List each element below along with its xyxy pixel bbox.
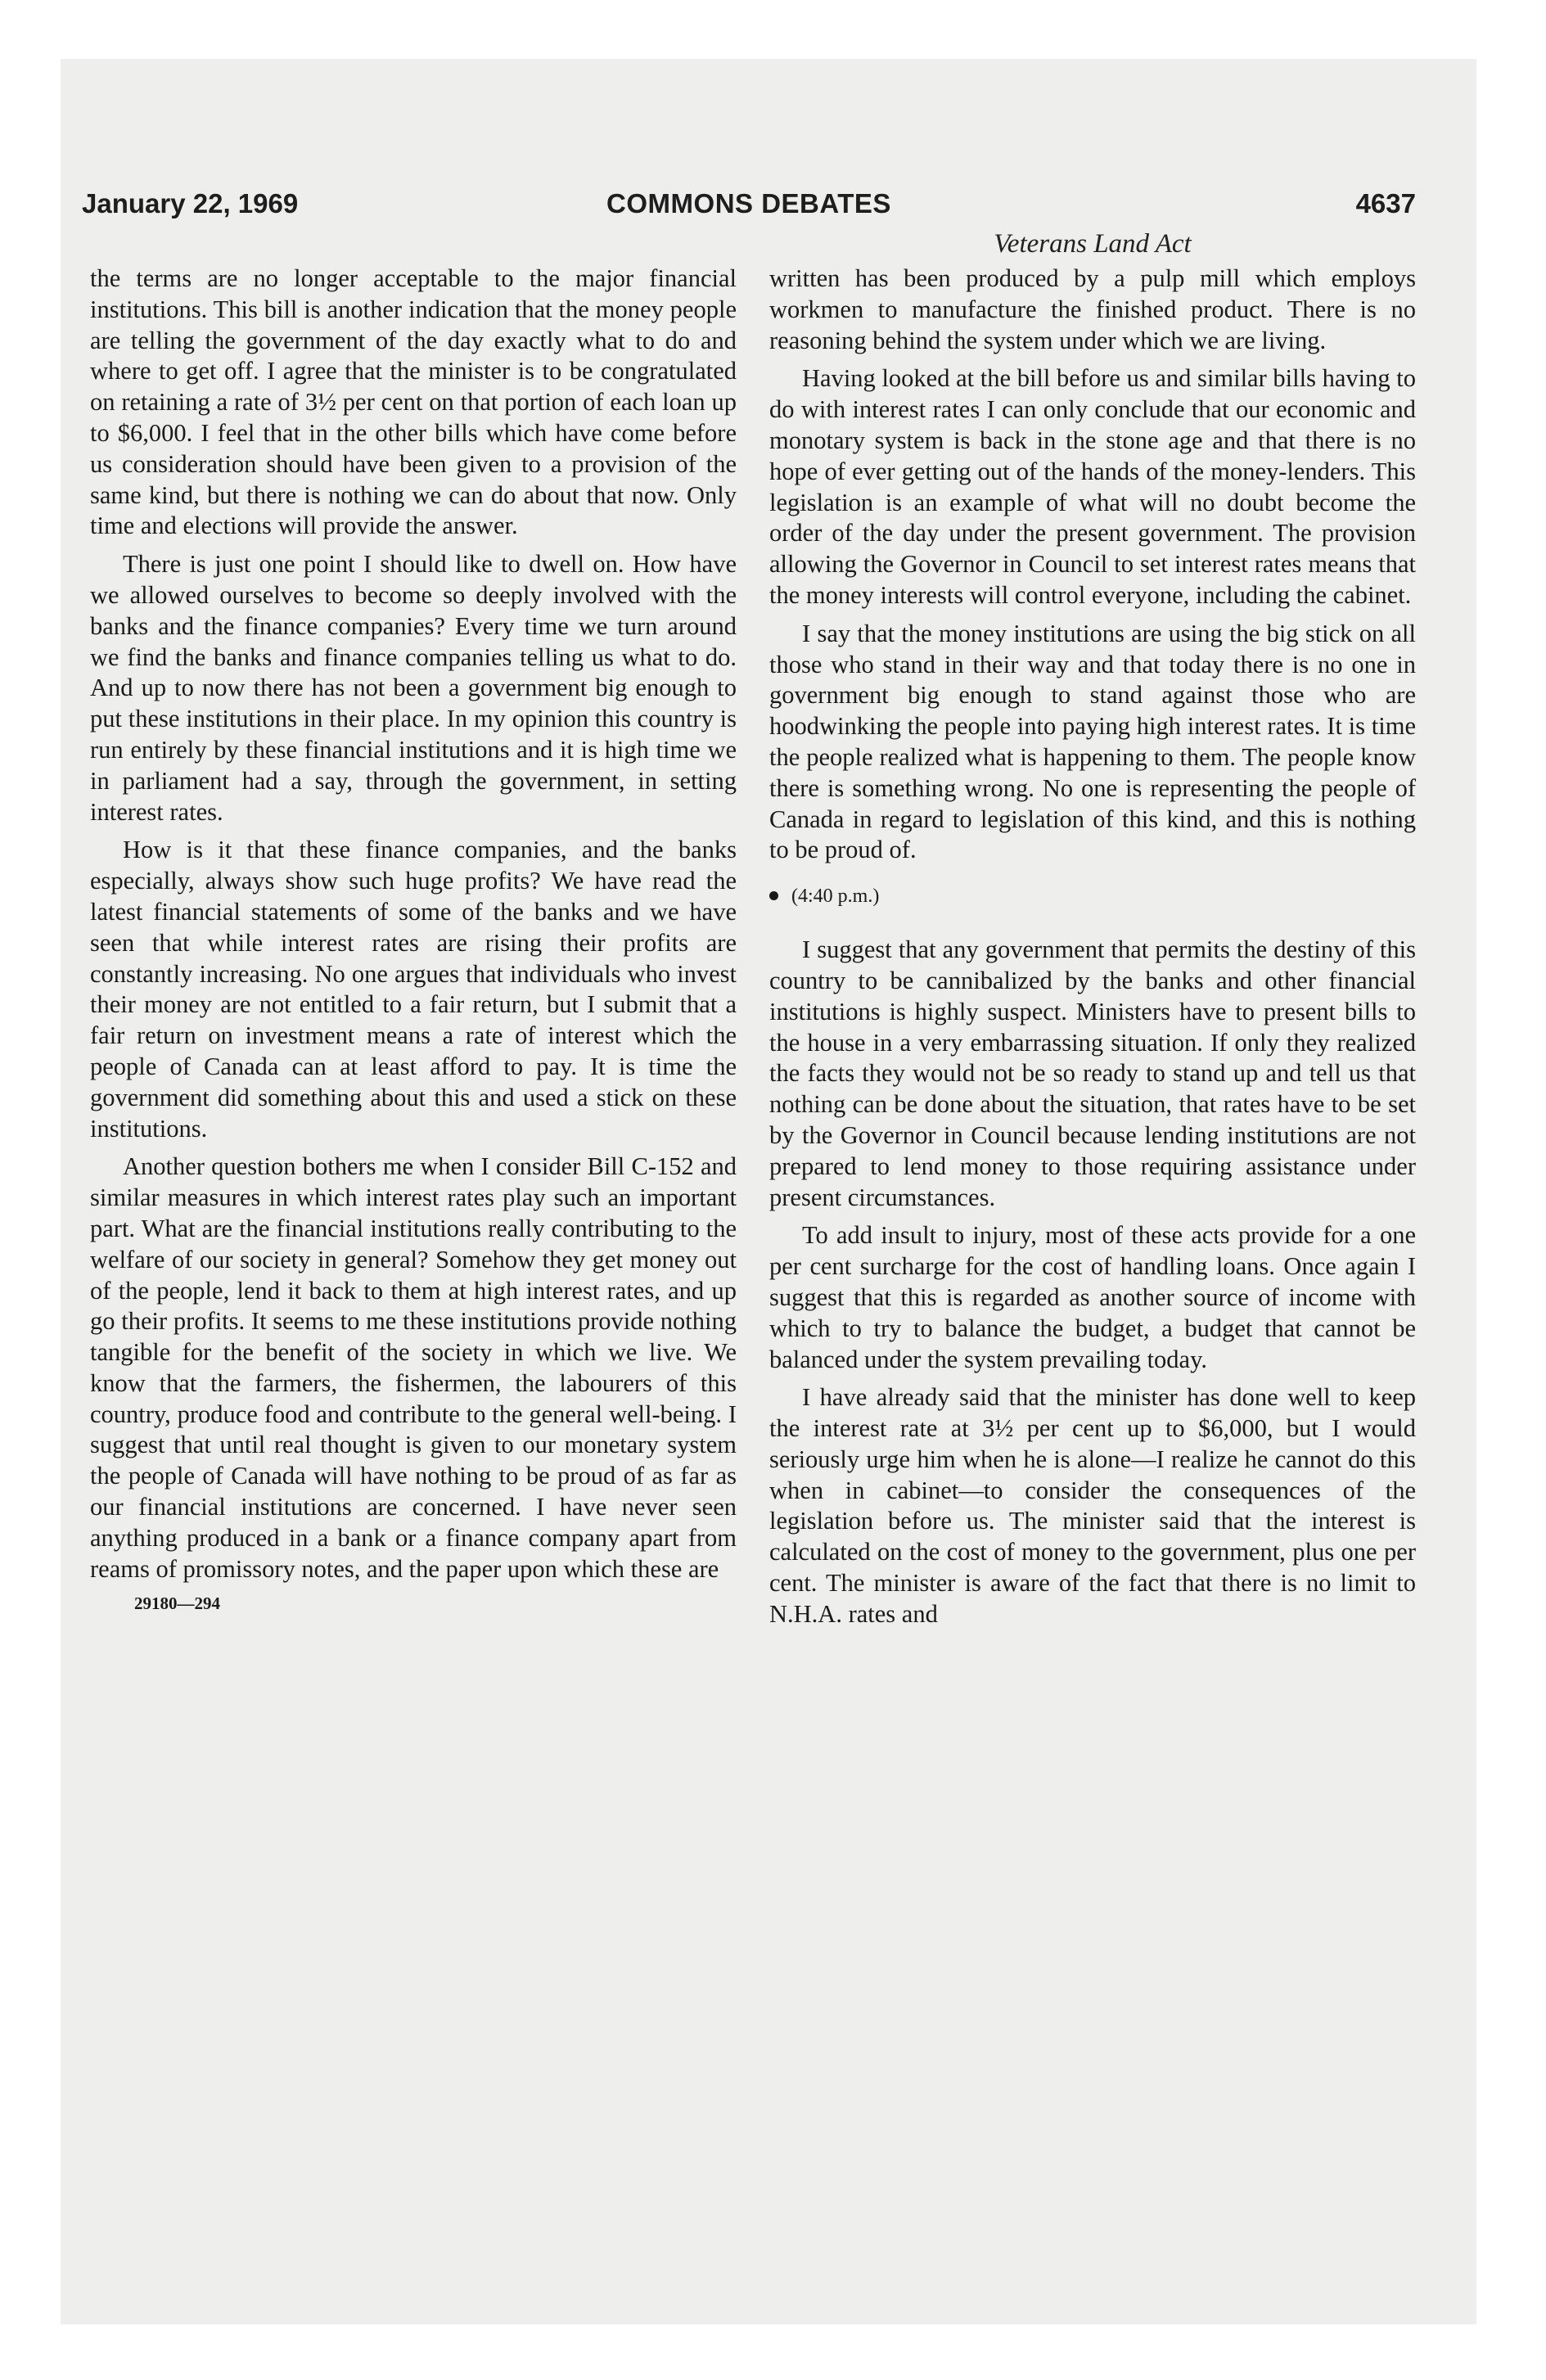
paragraph: I suggest that any government that permits the destiny of this country to be cannibalized by the banks and other financial institutions is highly suspect. Ministers have to present bills to the house in a very embarrassing situation. If only they realized the facts they would not be so ready to stand up and tell us that nothing can be done about the situation, that rates have to be set by the Governor in Council because lending institutions are not prepared to lend money to those requiring assistance under present circumstances. bbox=[769, 935, 1416, 1211]
header-journal-title: COMMONS DEBATES bbox=[606, 188, 891, 219]
paragraph: I say that the money institutions are using the big stick on all those who stand in their way and that today there is no one in government big enough to stand against those who are hoodwinking the people into paying high interest rates. It is time the people realized what is happening to them. The people know there is something wrong. No one is representing the people of Canada in regard to legislation of this kind, and this is nothing to be proud of. bbox=[769, 619, 1416, 864]
paragraph: written has been produced by a pulp mill which employs workmen to manufacture the finished product. There is no reasoning behind the system under which we are living. bbox=[769, 264, 1416, 354]
timestamp-text: (4:40 p.m.) bbox=[791, 886, 880, 908]
bullet-icon bbox=[769, 891, 778, 900]
running-header bbox=[82, 188, 1416, 224]
paragraph: Having looked at the bill before us and similar bills having to do with interest rates I can only conclude that our economic and monotary system is back in the stone age and that there is no hope of ever getting out of the hands of the money-lenders. This legislation is an example of what will no doubt become the order of the day under the present government. The provision allowing the Governor in Council to set interest rates means that the money interests will control everyone, including the cabinet. bbox=[769, 364, 1416, 609]
header-date: January 22, 1969 bbox=[82, 188, 299, 219]
paragraph: Another question bothers me when I consider Bill C-152 and similar measures in which interest rates play such an important part. What are the financial institutions really contributing to the welfare of our society in general? Somehow they get money out of the people, lend it back to them at high interest rates, and up go their profits. It seems to me these institutions provide nothing tangible for the benefit of the society in which we live. We know that the farmers, the fishermen, the labourers of this country, produce food and contribute to the general well-being. I suggest that until real thought is given to our monetary system the people of Canada will have nothing to be proud of as far as our financial institutions are concerned. I have never seen anything produced in a bank or a finance company apart from reams of promissory notes, and the paper upon which these are bbox=[90, 1152, 737, 1583]
timestamp bbox=[769, 882, 1416, 910]
right-column bbox=[769, 264, 1416, 1638]
paragraph: I have already said that the minister has done well to keep the interest rate at 3½ per cent up to $6,000, but I would seriously urge him when he is alone—I realize he cannot do this when in cabinet—to consider the consequences of the legislation before us. The minister said that the interest is calculated on the cost of money to the government, plus one per cent. The minister is aware of the fact that there is no limit to N.H.A. rates and bbox=[769, 1383, 1416, 1628]
printer-signature: 29180—294 bbox=[134, 1593, 220, 1614]
paragraph: There is just one point I should like to dwell on. How have we allowed ourselves to become so deeply involved with the banks and the finance companies? Every time we turn around we find the banks and finance companies telling us what to do. And up to now there has not been a government big enough to put these institutions in their place. In my opinion this country is run entirely by these financial institutions and it is high time we in parliament had a say, through the government, in setting interest rates. bbox=[90, 550, 737, 826]
header-page-number: 4637 bbox=[1355, 188, 1416, 219]
paragraph: the terms are no longer acceptable to the major financial institutions. This bill is another indication that the money people are telling the government of the day exactly what to do and where to get off. I agree that the minister is to be congratulated on retaining a rate of 3½ per cent on that portion of each loan up to $6,000. I feel that in the other bills which have come before us consideration should have been given to a provision of the same kind, but there is nothing we can do about that now. Only time and elections will provide the answer. bbox=[90, 264, 737, 540]
left-column bbox=[90, 264, 737, 1615]
section-title: Veterans Land Act bbox=[994, 229, 1192, 259]
paragraph: To add insult to injury, most of these acts provide for a one per cent surcharge for the cost of handling loans. Once again I suggest that this is regarded as another source of income with which to try to balance the budget, a budget that cannot be balanced under the system prevailing today. bbox=[769, 1221, 1416, 1373]
paragraph: How is it that these finance companies, and the banks especially, always show such huge profits? We have read the latest financial statements of some of the banks and we have seen that while interest rates are rising their profits are constantly increasing. No one argues that individuals who invest their money are not entitled to a fair return, but I submit that a fair return on investment means a rate of interest which the people of Canada can at least afford to pay. It is time the government did something about this and used a stick on these institutions. bbox=[90, 836, 737, 1143]
